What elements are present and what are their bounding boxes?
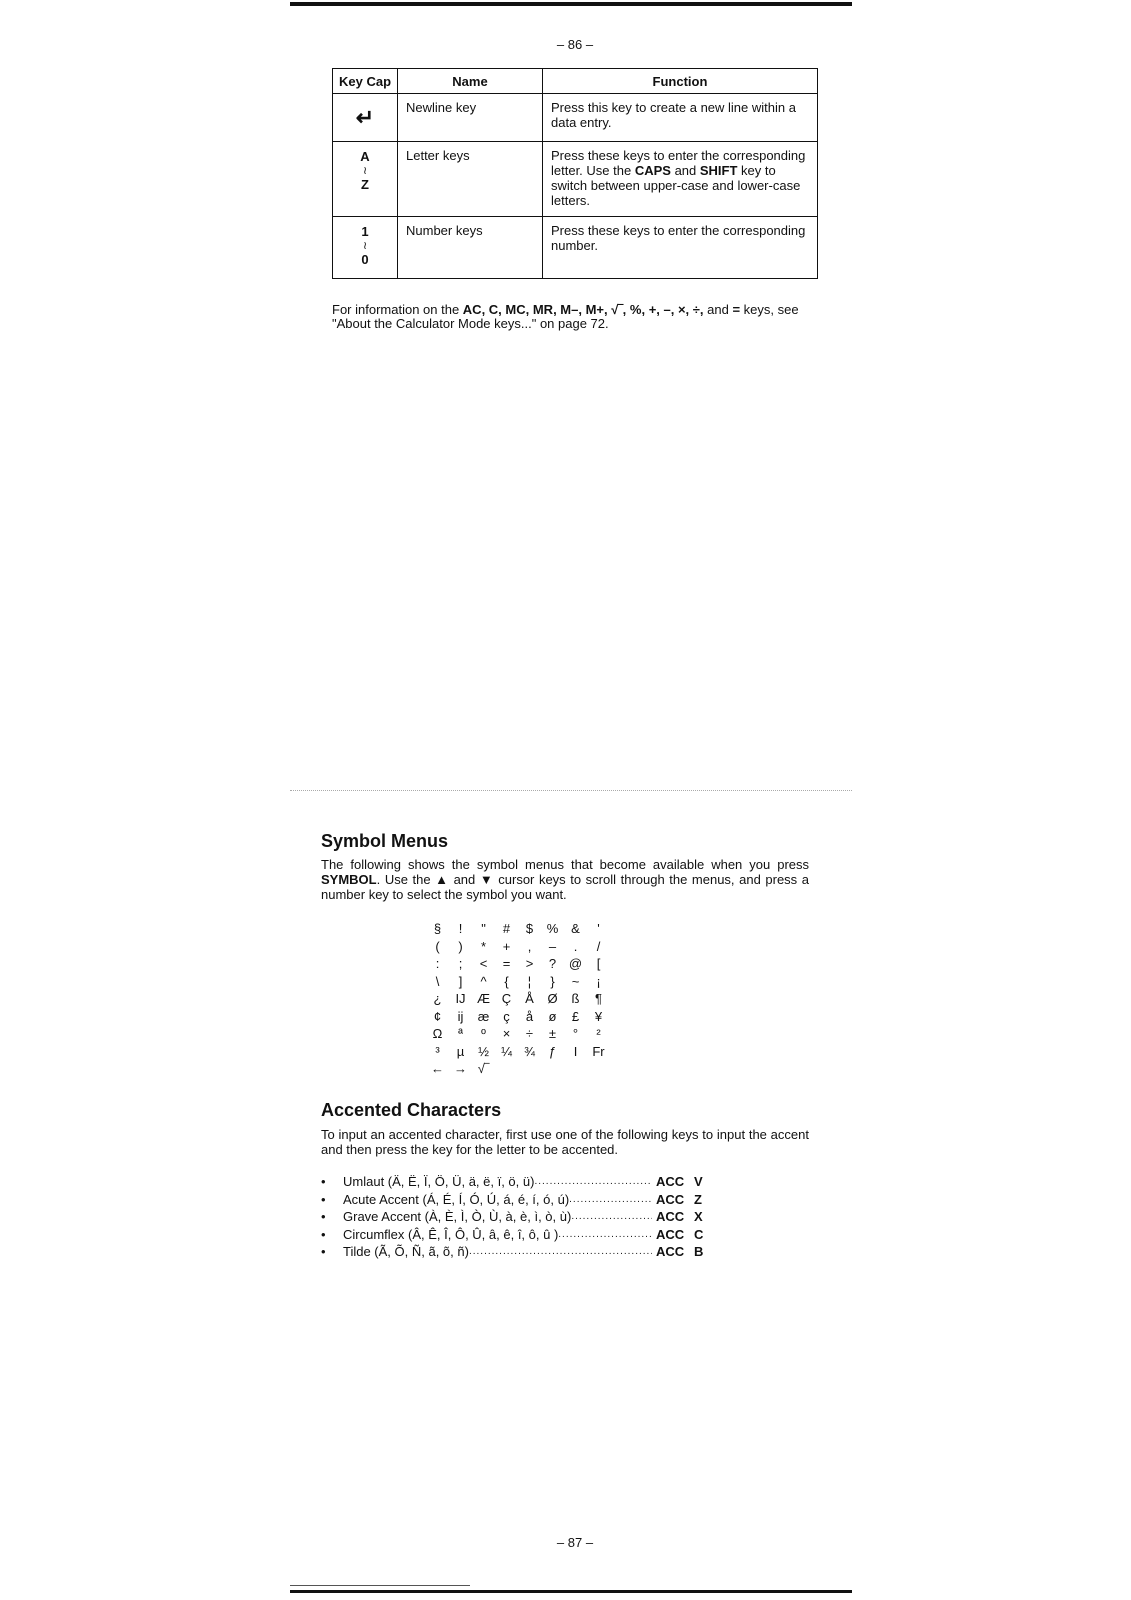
page-number-top: – 86 – bbox=[556, 37, 594, 52]
list-item bbox=[321, 1173, 708, 1191]
accent-label: Circumflex (Â, Ê, Î, Ô, Û, â, ê, î, ô, û ) bbox=[343, 1226, 559, 1242]
list-item bbox=[321, 1226, 708, 1244]
symbol-cell: + bbox=[502, 938, 511, 954]
letter-key: Z bbox=[694, 1191, 702, 1207]
accent-label: Umlaut (Ä, Ë, Ï, Ö, Ü, ä, ë, ï, ö, ü) bbox=[343, 1174, 535, 1189]
symbol-row bbox=[426, 1060, 610, 1078]
range-icon: ≀ bbox=[362, 240, 368, 252]
calculator-keys-note: For information on the AC, C, MC, MR, M–, M+, √‾, %, +, –, ×, ÷, and = keys, see "About the Calculator Mode keys..." on page 72. bbox=[332, 302, 799, 331]
accent-list bbox=[321, 1173, 708, 1261]
symbol-cell: ø bbox=[548, 1008, 557, 1024]
symbol-row bbox=[426, 1008, 610, 1026]
symbol-cell: ° bbox=[572, 1026, 579, 1042]
symbol-cell: \ bbox=[435, 973, 440, 989]
symbol-row bbox=[426, 1043, 610, 1061]
newline-key-cap bbox=[333, 94, 398, 142]
symbol-cell bbox=[518, 1060, 541, 1078]
symbol-cell: ( bbox=[435, 938, 440, 954]
symbol-cell: ß bbox=[571, 991, 580, 1007]
symbol-cell: I bbox=[573, 1043, 578, 1059]
symbol-cell: ² bbox=[596, 1026, 601, 1042]
key-function: Press this key to create a new line within a data entry. bbox=[543, 94, 818, 142]
accent-label: Grave Accent (À, È, Ì, Ò, Ù, à, è, ì, ò, ù) bbox=[343, 1209, 572, 1224]
list-item bbox=[321, 1208, 708, 1226]
symbol-cell: $ bbox=[525, 921, 534, 937]
symbol-row bbox=[426, 920, 610, 938]
symbol-cell: Ç bbox=[501, 991, 512, 1007]
symbol-cell: ¾ bbox=[524, 1043, 535, 1059]
header-name: Name bbox=[398, 69, 543, 94]
symbol-cell: º bbox=[481, 1026, 486, 1042]
symbol-row bbox=[426, 990, 610, 1008]
symbol-cell: ] bbox=[458, 973, 463, 989]
key-function: Press these keys to enter the corresponding number. bbox=[543, 217, 818, 279]
leader-dots bbox=[571, 1208, 652, 1226]
symbol-cell: ½ bbox=[478, 1043, 489, 1059]
number-key-cap bbox=[333, 217, 398, 279]
symbol-cell: : bbox=[435, 956, 440, 972]
header-function: Function bbox=[543, 69, 818, 94]
symbol-cell: ¥ bbox=[594, 1008, 603, 1024]
symbol-cell: / bbox=[596, 938, 601, 954]
symbol-cell: = bbox=[502, 956, 511, 972]
symbol-cell: ! bbox=[458, 921, 463, 937]
list-item bbox=[321, 1191, 708, 1209]
table-row bbox=[333, 94, 818, 142]
bullet-icon: • bbox=[321, 1244, 326, 1259]
symbol-cell: IJ bbox=[455, 991, 466, 1007]
leader-dots bbox=[558, 1226, 652, 1244]
symbol-cell bbox=[495, 1060, 518, 1078]
symbol-cell: ^ bbox=[480, 973, 487, 989]
symbol-cell: ~ bbox=[571, 973, 580, 989]
symbol-cell: . bbox=[573, 938, 578, 954]
symbol-cell: ¡ bbox=[596, 973, 601, 989]
header-key-cap: Key Cap bbox=[333, 69, 398, 94]
list-item bbox=[321, 1243, 708, 1261]
range-icon: ≀ bbox=[362, 165, 368, 177]
page-number-bottom: – 87 – bbox=[556, 1535, 594, 1550]
symbol-cell bbox=[564, 1060, 587, 1078]
acc-key: ACC bbox=[656, 1226, 685, 1242]
symbol-cell: → bbox=[454, 1061, 467, 1077]
key-name: Number keys bbox=[398, 217, 543, 279]
symbol-cell: { bbox=[504, 973, 509, 989]
symbol-row bbox=[426, 938, 610, 956]
symbol-cell: > bbox=[525, 956, 534, 972]
symbol-cell: [ bbox=[596, 956, 601, 972]
bottom-thin-rule bbox=[290, 1585, 470, 1586]
symbol-cell: ¢ bbox=[433, 1008, 442, 1024]
symbol-cell: µ bbox=[456, 1043, 465, 1059]
symbol-cell: – bbox=[548, 938, 557, 954]
symbol-cell: < bbox=[479, 956, 488, 972]
symbol-cell: × bbox=[502, 1026, 511, 1042]
symbol-cell: √‾ bbox=[477, 1061, 490, 1077]
letter-key: B bbox=[694, 1244, 704, 1259]
symbol-cell: Ω bbox=[432, 1026, 443, 1042]
symbol-cell: ; bbox=[458, 956, 463, 972]
cap-top: 1 bbox=[361, 224, 369, 239]
symbol-row bbox=[426, 1025, 610, 1043]
letter-key: X bbox=[694, 1209, 703, 1224]
acc-key: ACC bbox=[656, 1174, 685, 1189]
symbol-cell: & bbox=[571, 921, 580, 937]
cap-top: A bbox=[360, 149, 370, 164]
symbol-cell: % bbox=[546, 921, 559, 937]
bottom-rule bbox=[290, 1590, 852, 1593]
symbol-cell bbox=[541, 1060, 564, 1078]
letter-key: C bbox=[694, 1226, 704, 1242]
table-row bbox=[333, 142, 818, 217]
symbol-cell: } bbox=[550, 973, 555, 989]
key-name: Letter keys bbox=[398, 142, 543, 217]
symbol-cell: ¦ bbox=[527, 973, 532, 989]
symbol-cell: ¼ bbox=[501, 1043, 512, 1059]
symbol-cell: Æ bbox=[477, 991, 490, 1007]
symbol-cell: ' bbox=[597, 921, 600, 937]
symbol-cell: ? bbox=[548, 956, 557, 972]
letter-key: V bbox=[694, 1174, 703, 1189]
symbol-cell: ƒ bbox=[548, 1043, 557, 1059]
symbol-cell: ³ bbox=[435, 1043, 440, 1059]
section-title-accented: Accented Characters bbox=[321, 1100, 502, 1120]
symbol-cell: ª bbox=[458, 1026, 463, 1042]
bullet-icon: • bbox=[321, 1226, 326, 1242]
symbol-row bbox=[426, 955, 610, 973]
cap-bottom: Z bbox=[361, 177, 369, 192]
symbol-cell: Å bbox=[525, 991, 534, 1007]
bullet-icon: • bbox=[321, 1174, 326, 1189]
symbol-cell: § bbox=[433, 921, 442, 937]
symbol-grid bbox=[426, 920, 610, 1078]
newline-icon: ↵ bbox=[355, 105, 375, 130]
key-table bbox=[332, 68, 818, 279]
symbol-cell: ← bbox=[431, 1061, 444, 1077]
symbol-cell: ÷ bbox=[525, 1026, 534, 1042]
key-name: Newline key bbox=[398, 94, 543, 142]
acc-key: ACC bbox=[656, 1191, 685, 1207]
accented-paragraph: To input an accented character, first use one of the following keys to input the accent and then press the key for the letter to be accented. bbox=[321, 1127, 809, 1157]
symbol-cell: # bbox=[502, 921, 511, 937]
symbol-cell: ç bbox=[503, 1008, 510, 1024]
symbol-cell bbox=[587, 1060, 610, 1078]
letter-key-cap bbox=[333, 142, 398, 217]
symbol-cell: ¿ bbox=[433, 991, 442, 1007]
accent-label: Tilde (Ã, Õ, Ñ, ã, õ, ñ) bbox=[343, 1244, 469, 1259]
symbol-cell: * bbox=[480, 938, 487, 954]
key-function: Press these keys to enter the corresponding letter. Use the CAPS and SHIFT key to switch between upper-case and lower-case letters. bbox=[543, 142, 818, 217]
leader-dots bbox=[469, 1243, 652, 1261]
symbol-cell: £ bbox=[571, 1008, 580, 1024]
table-header-row bbox=[333, 69, 818, 94]
symbol-cell: æ bbox=[477, 1008, 490, 1024]
symbol-cell: ij bbox=[457, 1008, 464, 1024]
symbol-cell: @ bbox=[568, 956, 583, 972]
page-separator bbox=[290, 790, 852, 791]
symbol-cell: ¶ bbox=[595, 991, 602, 1007]
symbol-cell: ) bbox=[458, 938, 463, 954]
leader-dots bbox=[534, 1173, 652, 1191]
acc-key: ACC bbox=[656, 1244, 685, 1259]
symbol-row bbox=[426, 973, 610, 991]
accent-label: Acute Accent (Á, É, Í, Ó, Ú, á, é, í, ó, ú) bbox=[343, 1191, 570, 1207]
symbol-cell: å bbox=[525, 1008, 534, 1024]
symbol-cell: ± bbox=[548, 1026, 557, 1042]
symbol-cell: , bbox=[527, 938, 532, 954]
symbol-menus-paragraph: The following shows the symbol menus that become available when you press SYMBOL. Use the ▲ and ▼ cursor keys to scroll through the menus, and press a number key to select the symbol you want. bbox=[321, 857, 809, 902]
table-row bbox=[333, 217, 818, 279]
symbol-cell: Fr bbox=[592, 1043, 605, 1059]
symbol-cell: Ø bbox=[547, 991, 558, 1007]
bullet-icon: • bbox=[321, 1209, 326, 1224]
bullet-icon: • bbox=[321, 1191, 326, 1207]
leader-dots bbox=[569, 1191, 652, 1209]
cap-bottom: 0 bbox=[361, 252, 369, 267]
top-rule bbox=[290, 2, 852, 6]
acc-key: ACC bbox=[656, 1209, 685, 1224]
section-title-symbol-menus: Symbol Menus bbox=[321, 831, 449, 851]
symbol-cell: " bbox=[481, 921, 486, 937]
